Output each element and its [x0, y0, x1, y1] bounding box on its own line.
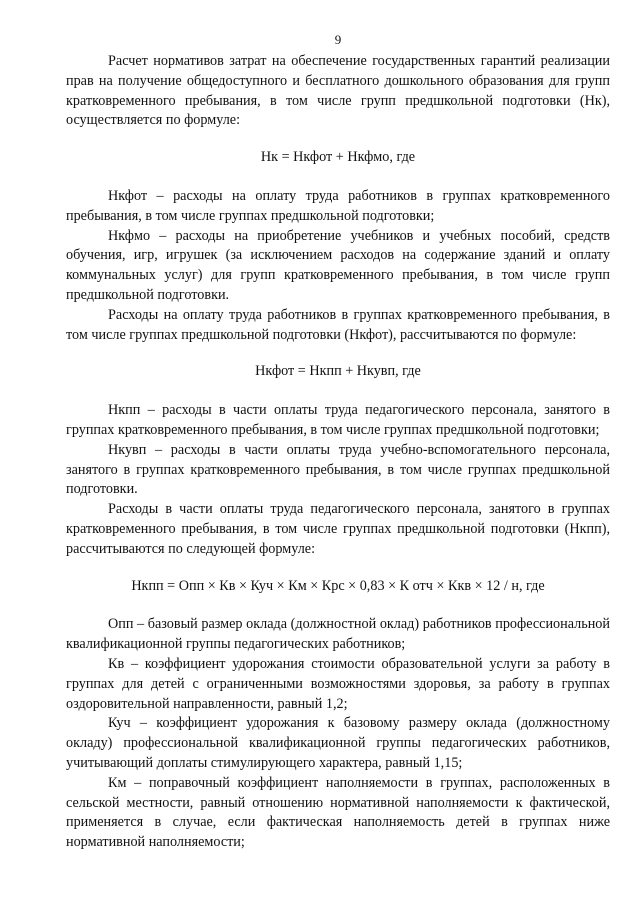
paragraph-def-nkfmo: Нкфмо – расходы на приобретение учебников и учебных пособий, средств обучения, игр, игрушек (за исключением расходов на содержание зданий и оплату коммунальных услуг) для групп кратковременного пребывания, в том числе групп предшкольной подготовки. — [66, 227, 610, 303]
formula-nkpp: Нкпп = Опп × Кв × Куч × Км × Крс × 0,83 × К отч × Ккв × 12 / н, где — [131, 577, 545, 594]
paragraph-intro-nkfot: Расходы на оплату труда работников в группах кратковременного пребывания, в том числе группах предшкольной подготовки (Нкфот), рассчитываются по формуле: — [66, 306, 610, 343]
paragraph-def-opp: Опп – базовый размер оклада (должностной оклад) работников профессиональной квалификационной группы педагогических работников; — [66, 616, 610, 653]
paragraph-intro-nk: Расчет нормативов затрат на обеспечение государственных гарантий реализации прав на получение общедоступного и бесплатного дошкольного образования для групп кратковременного пребывания, в том числе групп предшкольной подготовки (Нк), осуществляется по формуле: — [66, 53, 610, 129]
paragraph-def-nkuvp: Нкувп – расходы в части оплаты труда учебно-вспомогательного персонала, занятого в группах кратковременного пребывания, в том числе группах предшкольной подготовки. — [66, 441, 610, 498]
formula-nk: Нк = Нкфот + Нкфмо, где — [260, 149, 416, 166]
paragraph-def-nkpp: Нкпп – расходы в части оплаты труда педагогического персонала, занятого в группах кратковременного пребывания, в том числе группах предшкольной подготовки; — [66, 402, 610, 438]
paragraph-def-kv: Кв – коэффициент удорожания стоимости образовательной услуги за работу в группах для детей с ограниченными возможностями здоровья, за работу в группах оздоровительной направленности, равный 1,2; — [66, 655, 610, 712]
paragraph-def-km: Км – поправочный коэффициент наполняемости в группах, расположенных в сельской местности, равный отношению нормативной наполняемости к фактической, применяется в случае, если фактическая наполняемость детей в группах ниже нормативной наполняемости; — [66, 774, 610, 851]
formula-nkfot: Нкфот = Нкпп + Нкувп, где — [255, 363, 421, 380]
page-number: 9 — [334, 32, 342, 47]
paragraph-intro-nkpp: Расходы в части оплаты труда педагогического персонала, занятого в группах кратковременного пребывания, в том числе группах предшкольной подготовки (Нкпп), рассчитываются по следующей формуле: — [66, 501, 610, 557]
document-page — [66, 32, 610, 853]
paragraph-def-nkfot: Нкфот – расходы на оплату труда работников в группах кратковременного пребывания, в том числе группах предшкольной подготовки; — [66, 187, 610, 224]
paragraph-def-kuch: Куч – коэффициент удорожания к базовому размеру оклада (должностному окладу) профессиональной квалификационной группы педагогических работников, учитывающий доплаты стимулирующего характера, равный 1,15; — [66, 715, 610, 771]
